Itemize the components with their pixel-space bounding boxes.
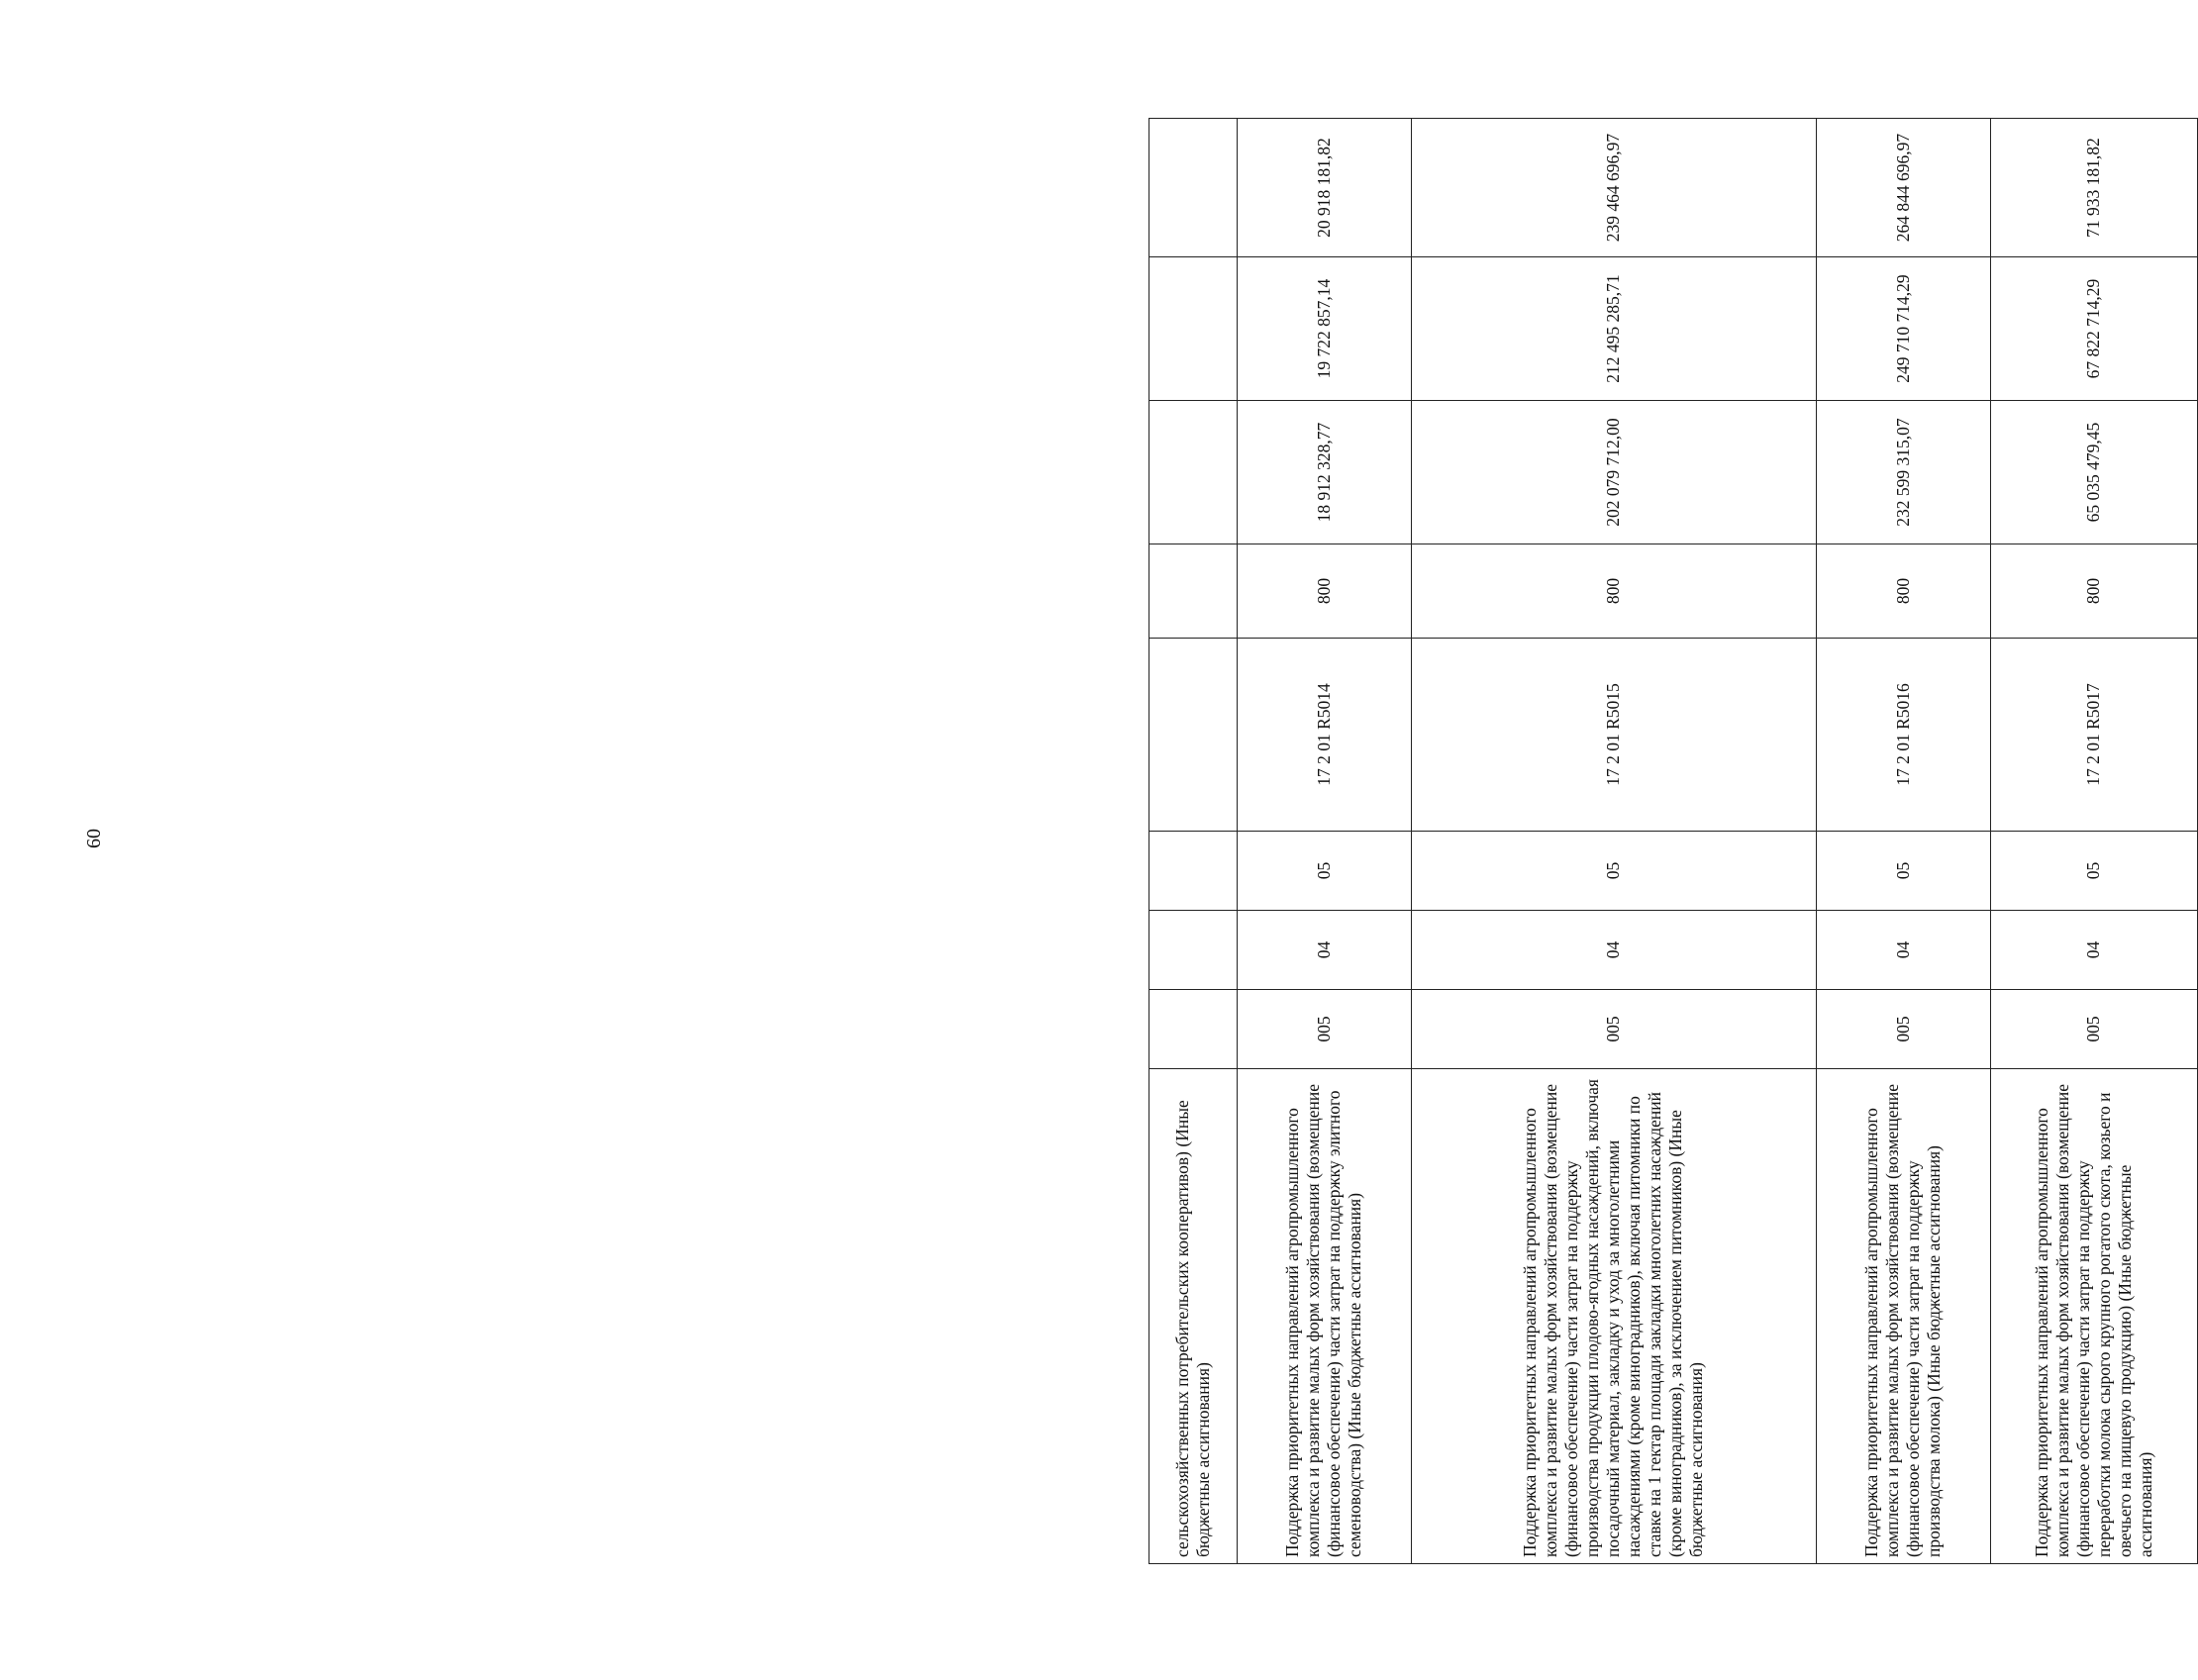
row-description: сельскохозяйственных потребительских кооперативов) (Иные бюджетные ассигнования) bbox=[1149, 1069, 1238, 1564]
section-code: 04 bbox=[1990, 911, 2197, 990]
section-code: 04 bbox=[1237, 911, 1411, 990]
budget-table bbox=[1149, 118, 2198, 1564]
table-row bbox=[1990, 119, 2197, 1564]
ministry-code: 005 bbox=[1816, 990, 1990, 1069]
expense-type-code: 800 bbox=[1411, 544, 1816, 639]
rotated-table-container bbox=[1149, 119, 2198, 1564]
table-row bbox=[1237, 119, 1411, 1564]
section-code bbox=[1149, 911, 1238, 990]
row-description: Поддержка приоритетных направлений агропромышленного комплекса и развитие малых форм хозяйствования (возмещение (финансовое обеспечение) части затрат на поддержку производства молока) (Иные бюджетные ассигнования) bbox=[1816, 1069, 1990, 1564]
amount-year-3: 264 844 696,97 bbox=[1816, 119, 1990, 257]
subsection-code: 05 bbox=[1816, 832, 1990, 911]
expense-type-code: 800 bbox=[1990, 544, 2197, 639]
table-row bbox=[1816, 119, 1990, 1564]
ministry-code: 005 bbox=[1237, 990, 1411, 1069]
page-number: 60 bbox=[83, 829, 105, 848]
section-code: 04 bbox=[1816, 911, 1990, 990]
table-row bbox=[1149, 119, 1238, 1564]
target-article-code: 17 2 01 R5017 bbox=[1990, 639, 2197, 832]
expense-type-code: 800 bbox=[1237, 544, 1411, 639]
amount-year-3: 239 464 696,97 bbox=[1411, 119, 1816, 257]
section-code: 04 bbox=[1411, 911, 1816, 990]
amount-year-3 bbox=[1149, 119, 1238, 257]
expense-type-code: 800 bbox=[1816, 544, 1990, 639]
amount-year-1 bbox=[1149, 401, 1238, 544]
amount-year-2: 19 722 857,14 bbox=[1237, 257, 1411, 401]
amount-year-2: 67 822 714,29 bbox=[1990, 257, 2197, 401]
amount-year-1: 202 079 712,00 bbox=[1411, 401, 1816, 544]
target-article-code: 17 2 01 R5014 bbox=[1237, 639, 1411, 832]
amount-year-3: 20 918 181,82 bbox=[1237, 119, 1411, 257]
amount-year-1: 232 599 315,07 bbox=[1816, 401, 1990, 544]
amount-year-2: 249 710 714,29 bbox=[1816, 257, 1990, 401]
target-article-code: 17 2 01 R5016 bbox=[1816, 639, 1990, 832]
amount-year-2 bbox=[1149, 257, 1238, 401]
expense-type-code bbox=[1149, 544, 1238, 639]
row-description: Поддержка приоритетных направлений агропромышленного комплекса и развитие малых форм хозяйствования (возмещение (финансовое обеспечение) части затрат на поддержку переработки молока сырого крупного рогатого скота, козьего и овечьего на пищевую продукцию) (Иные бюджетные ассигнования) bbox=[1990, 1069, 2197, 1564]
amount-year-3: 71 933 181,82 bbox=[1990, 119, 2197, 257]
target-article-code: 17 2 01 R5015 bbox=[1411, 639, 1816, 832]
ministry-code bbox=[1149, 990, 1238, 1069]
amount-year-1: 65 035 479,45 bbox=[1990, 401, 2197, 544]
row-description: Поддержка приоритетных направлений агропромышленного комплекса и развитие малых форм хозяйствования (возмещение (финансовое обеспечение) части затрат на поддержку производства продукции плодово-ягодных насаждений, включая посадочный материал, закладку и уход за многолетними насаждениями (кроме виноградников), включая питомники по ставке на 1 гектар площади закладки многолетних насаждений (кроме виноградников), за исключением питомников) (Иные бюджетные ассигнования) bbox=[1411, 1069, 1816, 1564]
row-description: Поддержка приоритетных направлений агропромышленного комплекса и развитие малых форм хозяйствования (возмещение (финансовое обеспечение) части затрат на поддержку элитного семеноводства) (Иные бюджетные ассигнования) bbox=[1237, 1069, 1411, 1564]
subsection-code: 05 bbox=[1990, 832, 2197, 911]
amount-year-1: 18 912 328,77 bbox=[1237, 401, 1411, 544]
subsection-code: 05 bbox=[1411, 832, 1816, 911]
ministry-code: 005 bbox=[1990, 990, 2197, 1069]
ministry-code: 005 bbox=[1411, 990, 1816, 1069]
target-article-code bbox=[1149, 639, 1238, 832]
subsection-code: 05 bbox=[1237, 832, 1411, 911]
amount-year-2: 212 495 285,71 bbox=[1411, 257, 1816, 401]
subsection-code bbox=[1149, 832, 1238, 911]
table-row bbox=[1411, 119, 1816, 1564]
